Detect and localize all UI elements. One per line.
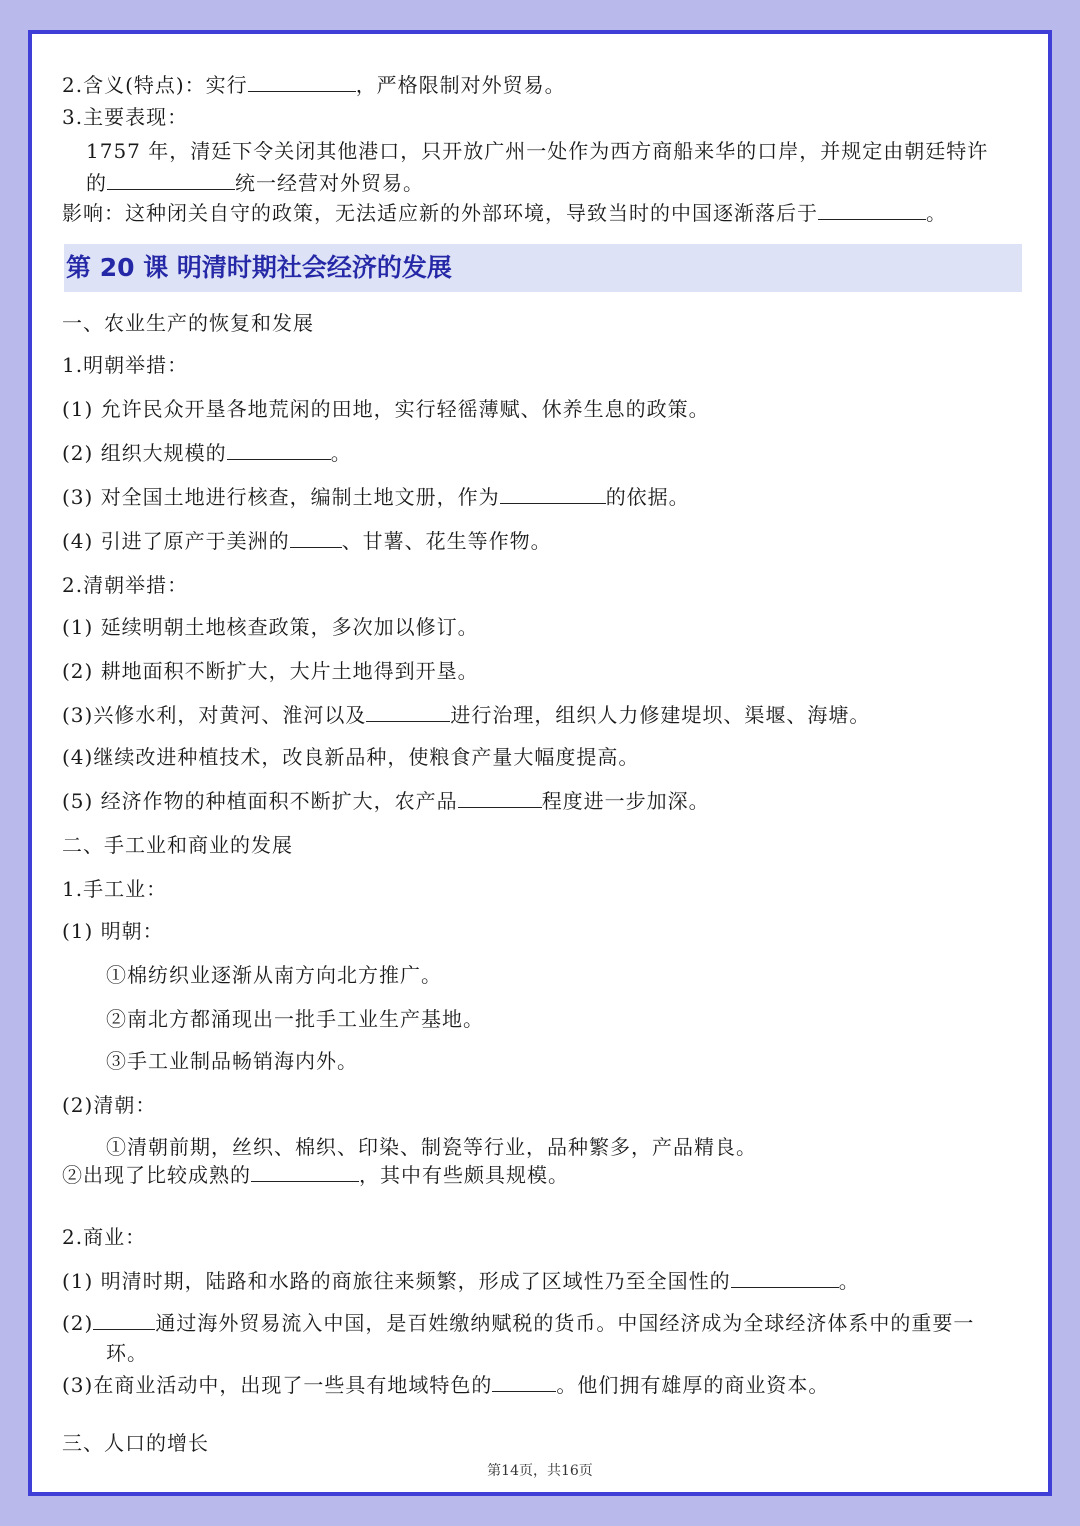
fill-blank[interactable] bbox=[290, 529, 342, 548]
qing-measures-title: 2.清朝举措： bbox=[62, 573, 189, 597]
commerce-title: 2.商业： bbox=[62, 1225, 147, 1249]
fill-blank[interactable] bbox=[458, 789, 542, 808]
item-main-manifestation-title: 3.主要表现： bbox=[62, 105, 189, 129]
lesson-title: 第 20 课 明清时期社会经济的发展 bbox=[66, 253, 452, 282]
fill-blank[interactable] bbox=[366, 703, 450, 722]
fill-blank[interactable] bbox=[492, 1373, 556, 1392]
handicraft-ming-1: ①棉纺织业逐渐从南方向北方推广。 bbox=[106, 963, 442, 987]
handicraft-ming-2: ②南北方都涌现出一批手工业生产基地。 bbox=[106, 1007, 484, 1031]
handicraft-qing-title: (2)清朝： bbox=[62, 1093, 157, 1117]
handicraft-ming-title: (1) 明朝： bbox=[62, 919, 164, 943]
handicraft-qing-1: ①清朝前期，丝织、棉织、印染、制瓷等行业，品种繁多，产品精良。 bbox=[106, 1135, 757, 1159]
lesson-header bbox=[64, 244, 1022, 292]
fill-blank[interactable] bbox=[107, 171, 235, 190]
ming-measure-1: (1) 允许民众开垦各地荒闲的田地，实行轻徭薄赋、休养生息的政策。 bbox=[62, 397, 710, 421]
section-population-title: 三、人口的增长 bbox=[62, 1431, 209, 1455]
fill-blank[interactable] bbox=[251, 1163, 359, 1182]
fill-blank[interactable] bbox=[248, 73, 356, 92]
ming-measure-3: (3) 对全国土地进行核查，编制土地文册，作为 的依据。 bbox=[62, 485, 690, 509]
fill-blank[interactable] bbox=[93, 1311, 155, 1330]
commerce-3: (3)在商业活动中，出现了一些具有地域特色的 。他们拥有雄厚的商业资本。 bbox=[62, 1373, 830, 1397]
fill-blank[interactable] bbox=[818, 201, 926, 220]
section-handicraft-commerce-title: 二、手工业和商业的发展 bbox=[62, 833, 293, 857]
handicraft-title: 1.手工业： bbox=[62, 877, 168, 901]
ming-measure-2: (2) 组织大规模的 。 bbox=[62, 441, 352, 465]
ming-measures-title: 1.明朝举措： bbox=[62, 353, 189, 377]
qing-measure-4: (4)继续改进种植技术，改良新品种，使粮食产量大幅度提高。 bbox=[62, 745, 640, 769]
commerce-2-cont: 环。 bbox=[106, 1341, 148, 1365]
qing-measure-5: (5) 经济作物的种植面积不断扩大，农产品 程度进一步加深。 bbox=[62, 789, 710, 813]
impact-text: 影响：这种闭关自守的政策，无法适应新的外部环境，导致当时的中国逐渐落后于 。 bbox=[62, 201, 947, 225]
section-agriculture-title: 一、农业生产的恢复和发展 bbox=[62, 311, 314, 335]
fill-blank[interactable] bbox=[500, 485, 606, 504]
fill-blank[interactable] bbox=[731, 1269, 839, 1288]
fill-blank[interactable] bbox=[227, 441, 331, 460]
commerce-1: (1) 明清时期，陆路和水路的商旅往来频繁，形成了区域性乃至全国性的 。 bbox=[62, 1269, 860, 1293]
item-meaning: 2.含义(特点)：实行 ，严格限制对外贸易。 bbox=[62, 73, 566, 97]
page-number: 第14页，共16页 bbox=[487, 1463, 593, 1479]
item-manifestation-text-cont: 的 统一经营对外贸易。 bbox=[86, 171, 424, 195]
handicraft-ming-3: ③手工业制品畅销海内外。 bbox=[106, 1049, 358, 1073]
item-manifestation-text: 1757 年，清廷下令关闭其他港口，只开放广州一处作为西方商船来华的口岸，并规定由朝廷特许 bbox=[86, 139, 989, 163]
document-page bbox=[28, 30, 1052, 1496]
qing-measure-2: (2) 耕地面积不断扩大，大片土地得到开垦。 bbox=[62, 659, 479, 683]
handicraft-qing-2: ②出现了比较成熟的 ，其中有些颇具规模。 bbox=[62, 1163, 569, 1187]
commerce-2: (2) 通过海外贸易流入中国，是百姓缴纳赋税的货币。中国经济成为全球经济体系中的重要一 bbox=[62, 1311, 975, 1335]
qing-measure-1: (1) 延续明朝土地核查政策，多次加以修订。 bbox=[62, 615, 479, 639]
ming-measure-4: (4) 引进了原产于美洲的 、甘薯、花生等作物。 bbox=[62, 529, 552, 553]
qing-measure-3: (3)兴修水利，对黄河、淮河以及 进行治理，组织人力修建堤坝、渠堰、海塘。 bbox=[62, 703, 871, 727]
